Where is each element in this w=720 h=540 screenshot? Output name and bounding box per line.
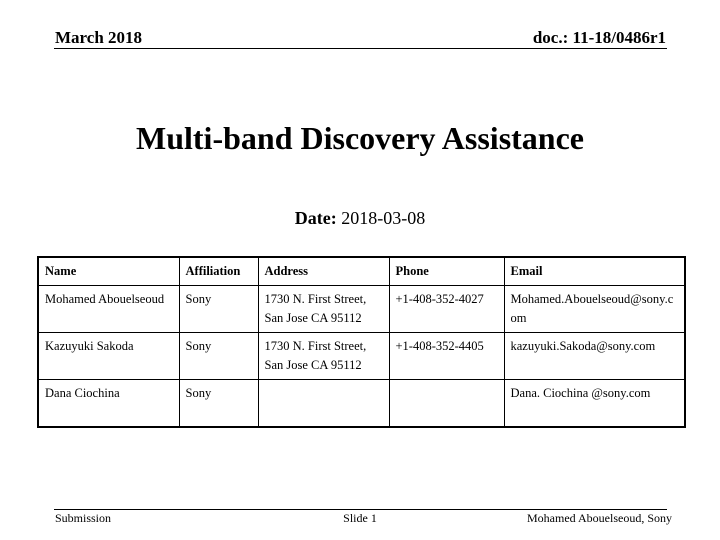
table-row: [38, 286, 685, 333]
footer-divider: [54, 509, 667, 510]
date-line: [0, 206, 720, 230]
cell-affiliation: Sony: [179, 380, 258, 428]
column-header-name: Name: [38, 257, 179, 286]
cell-phone: [389, 380, 504, 428]
cell-email: Dana. Ciochina @sony.com: [504, 380, 685, 428]
footer-author: Mohamed Abouelseoud, Sony: [527, 511, 672, 525]
cell-phone: +1-408-352-4027: [389, 286, 504, 333]
cell-affiliation: Sony: [179, 286, 258, 333]
cell-name: Dana Ciochina: [38, 380, 179, 428]
table-row: [38, 380, 685, 428]
date-value: 2018-03-08: [341, 208, 426, 228]
footer-submission: Submission: [55, 511, 112, 525]
cell-address: [258, 380, 389, 428]
cell-email: Mohamed.Abouelseoud@sony.com: [504, 286, 685, 333]
cell-name: Mohamed Abouelseoud: [38, 286, 179, 333]
cell-affiliation: Sony: [179, 333, 258, 380]
date-label: Date:: [294, 208, 337, 228]
cell-address: 1730 N. First Street, San Jose CA 95112: [258, 286, 389, 333]
header-date: March 2018: [55, 28, 143, 47]
cell-phone: +1-408-352-4405: [389, 333, 504, 380]
authors-table: [37, 256, 686, 428]
slide-title: Multi-band Discovery Assistance: [136, 120, 584, 156]
cell-address: 1730 N. First Street, San Jose CA 95112: [258, 333, 389, 380]
header-doc-number: doc.: 11-18/0486r1: [532, 28, 666, 47]
column-header-affiliation: Affiliation: [179, 257, 258, 286]
cell-email: kazuyuki.Sakoda@sony.com: [504, 333, 685, 380]
table-row: [38, 333, 685, 380]
column-header-phone: Phone: [389, 257, 504, 286]
column-header-email: Email: [504, 257, 685, 286]
table-header-row: [38, 257, 685, 286]
footer-slide-number: Slide 1: [343, 511, 377, 525]
column-header-address: Address: [258, 257, 389, 286]
header-divider: [54, 48, 667, 49]
cell-name: Kazuyuki Sakoda: [38, 333, 179, 380]
